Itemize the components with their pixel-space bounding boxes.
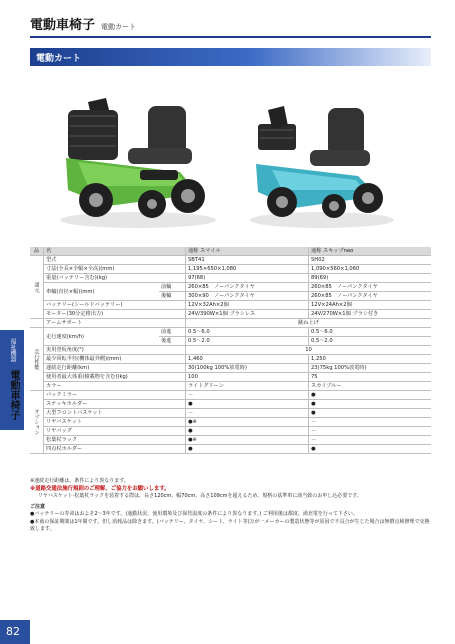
table-row: [30, 355, 431, 364]
sub-label: 前輪: [159, 283, 186, 292]
table-row: [30, 373, 431, 382]
cell-value: ●※: [186, 436, 309, 445]
cell-value: 10: [186, 346, 432, 355]
table-row: [30, 256, 431, 265]
table-row: [30, 364, 431, 373]
section-title: 電動カート: [36, 54, 82, 64]
note-rear-basket: リヤバスケット·松葉杖ラックを装着する際は、長さ120cm、幅70cm、高さ109cmを超えるため、規格の基準車に該当致のお申し込必要です。: [38, 493, 362, 499]
cell-value: SH02: [309, 256, 432, 265]
cell-value: 75: [309, 373, 432, 382]
cell-value: ●: [309, 409, 432, 418]
option-label: 大型フロントバスケット: [44, 409, 186, 418]
cell-value: ●: [309, 391, 432, 400]
cell-value: 30(100kg 100%放電時): [186, 364, 309, 373]
row-label: カラー: [44, 382, 186, 391]
page-title: 電動車椅子: [30, 18, 96, 33]
caution-heading: ご注意: [30, 503, 46, 510]
row-label: 連続走行距離(km): [44, 364, 186, 373]
cell-value: SBT41: [186, 256, 309, 265]
cell-value: 97(68): [186, 274, 309, 283]
cell-value: －: [186, 409, 309, 418]
note-traffic-law: ※道路交通法施行規則のご理解、ご協力をお願いします。: [30, 485, 170, 492]
head-hin: 品: [30, 247, 44, 256]
side-chapter-label: 電動車椅子: [8, 370, 19, 420]
page-number-box: [0, 620, 30, 644]
cell-value: －: [186, 391, 309, 400]
row-label: 走行速度(km/h): [44, 328, 160, 346]
table-row: [30, 418, 431, 427]
table-row: [30, 427, 431, 436]
cell-value: 1,090×560×1,060: [309, 265, 432, 274]
cell-value: ●: [186, 427, 309, 436]
cell-value: 1,460: [186, 355, 309, 364]
row-label: 重量(バッテリー含む)(kg): [44, 274, 186, 283]
row-label: 型式: [44, 256, 186, 265]
green-cart-photo: [48, 82, 220, 232]
cell-value: 0.5～2.0: [309, 337, 432, 346]
page-subtitle: 電動カート: [101, 23, 137, 31]
sub-label: 後輪: [159, 292, 186, 301]
row-label: アームサポート: [44, 319, 186, 328]
caution-battery: ●バッテリーの寿命はおよそ2～3年です。(通勤状況、使用環境及び保管温度の条件により異なります。) ご利用後は都度、満充電を行って下さい。: [30, 511, 358, 517]
table-row: [30, 391, 431, 400]
cell-value: 100: [186, 373, 309, 382]
table-row: [30, 328, 431, 337]
sub-label: 後進: [159, 337, 186, 346]
cell-value: 24V/270W×1個 ブラシ付き: [309, 310, 432, 319]
cell-value: 300×90 ノーパンクタイヤ: [186, 292, 309, 301]
cell-value: －: [309, 436, 432, 445]
cell-value: 12V×32Ah×2個: [186, 301, 309, 310]
row-label: 車輪(直径×幅)(mm): [44, 283, 160, 301]
side-tab-label: 福祉機器: [9, 338, 16, 362]
header-rule: [30, 36, 431, 38]
table-head-row: [30, 247, 431, 256]
notes-block: [30, 478, 431, 534]
option-label: 四点杖ホルダー: [44, 445, 186, 454]
option-label: リヤバッグ: [44, 427, 186, 436]
section-option: オプション: [30, 391, 44, 454]
head-product-1: 通称 スマイル: [186, 247, 309, 256]
option-label: ステッキホルダー: [44, 400, 186, 409]
cell-value: 0.5～2.0: [186, 337, 309, 346]
table-row: [30, 400, 431, 409]
row-label: バッテリー(シールドバッテリー): [44, 301, 186, 310]
cell-value: 24V/390W×1個 ブラシレス: [186, 310, 309, 319]
cell-value: ●: [309, 400, 432, 409]
cell-value: ●: [186, 400, 309, 409]
table-row: [30, 301, 431, 310]
option-label: リヤバスケット: [44, 418, 186, 427]
section-shogen: 諸元: [30, 256, 44, 319]
cell-value: ●: [186, 445, 309, 454]
cell-value: ●: [309, 445, 432, 454]
blue-cart-photo: [238, 92, 398, 232]
table-row: [30, 409, 431, 418]
table-row: [30, 310, 431, 319]
cell-value: 260×85 ノーパンクタイヤ: [309, 292, 432, 301]
table-row: [30, 346, 431, 355]
cell-value: 0.5～6.0: [309, 328, 432, 337]
cell-value: 0.5～6.0: [186, 328, 309, 337]
table-row: [30, 265, 431, 274]
section-soko: 走行性能: [30, 328, 44, 391]
page-number: 82: [6, 625, 20, 638]
cell-value: 23(75kg 100%放電時): [309, 364, 432, 373]
cell-value: ライトグリーン: [186, 382, 309, 391]
head-product-2: 通称 スキップneo: [309, 247, 432, 256]
table-row: [30, 319, 431, 328]
note-range: ※連続走行距離は、条件により異なります。: [30, 478, 129, 484]
cell-value: －: [309, 427, 432, 436]
spec-table: [30, 247, 431, 454]
table-row: [30, 274, 431, 283]
row-label: 寸法(全長×全幅×全高)(mm): [44, 265, 186, 274]
option-label: バックミラー: [44, 391, 186, 400]
cell-value: スカイブルー: [309, 382, 432, 391]
option-label: 松葉杖ラック: [44, 436, 186, 445]
cell-value: 260×85 ノーパンクタイヤ: [186, 283, 309, 292]
cell-value: 1,250: [309, 355, 432, 364]
sub-label: 前進: [159, 328, 186, 337]
spacer-cell: [30, 319, 44, 328]
row-label: 実用登坂角度(°): [44, 346, 186, 355]
table-row: [30, 445, 431, 454]
cell-value: ●※: [186, 418, 309, 427]
cell-value: －: [309, 418, 432, 427]
table-row: [30, 436, 431, 445]
page-header: [30, 14, 136, 36]
row-label: モーター(30分定格出力): [44, 310, 186, 319]
cell-value: 89(69): [309, 274, 432, 283]
table-row: [30, 283, 431, 292]
head-mei: 名: [44, 247, 186, 256]
row-label: 最少回転半径(機体最外側)(mm): [44, 355, 186, 364]
cell-value: 260×85 ノーパンクタイヤ: [309, 283, 432, 292]
section-band: [30, 48, 431, 66]
cell-value: 12V×24Ah×2個: [309, 301, 432, 310]
caution-warranty: ●本商の保証期間は1年間です。但し消耗品は除きます。(バッテリー、タイヤ、シート、ライト等)万が一メーカーの製造状態等が原因で不具合が生じた場合は無償点検修理で交換致します。: [30, 518, 430, 532]
row-label: 使用者最大体重(積載物を含む)(kg): [44, 373, 186, 382]
cell-value: 跳ね上げ: [186, 319, 432, 328]
cell-value: 1,195×650×1,080: [186, 265, 309, 274]
table-row: [30, 382, 431, 391]
